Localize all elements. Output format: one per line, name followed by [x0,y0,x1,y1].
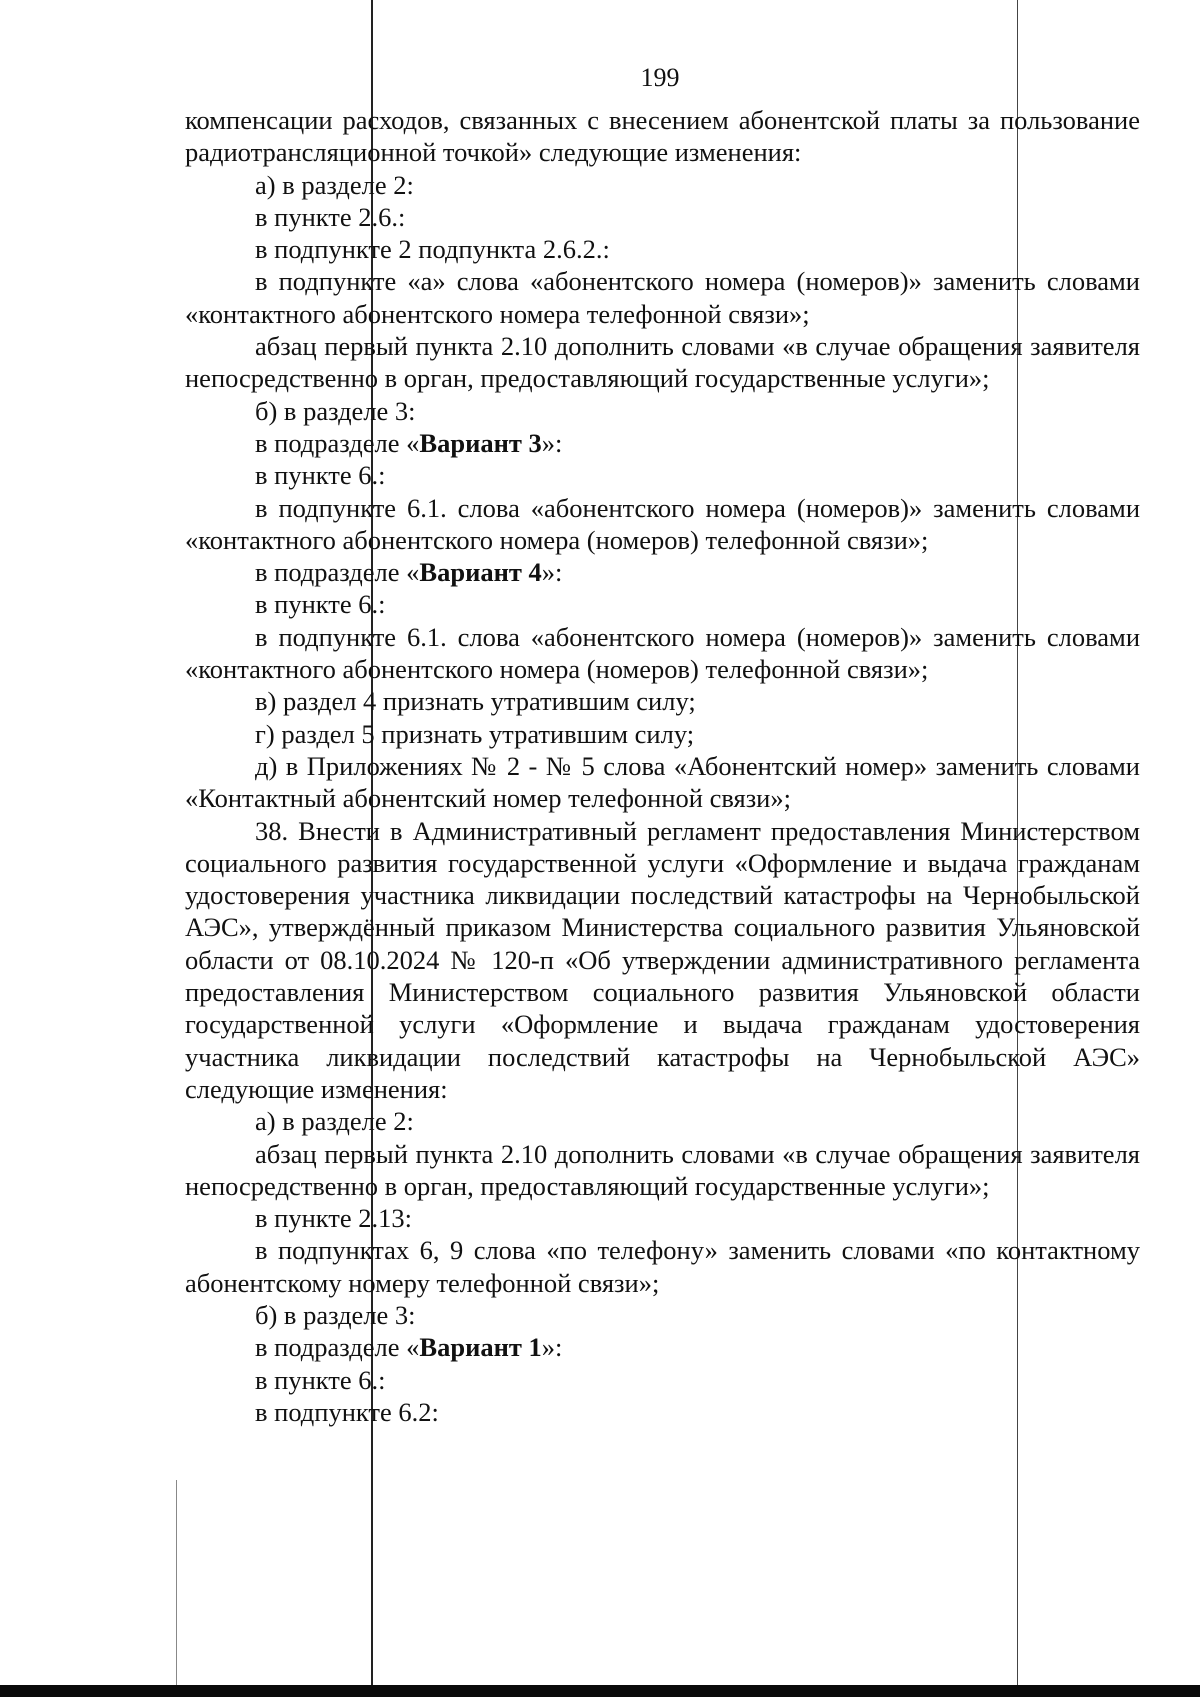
variant-label: Вариант 4 [419,557,542,588]
paragraph: б) в разделе 3: [255,395,416,426]
paragraph: в пункте 2.13: [255,1203,412,1234]
paragraph: б) в разделе 3: [255,1299,416,1330]
paragraph: в подпункте 6.2: [255,1396,439,1427]
paragraph: в подпунктах 6, 9 слова «по телефону» заменить словами «по контактному абонентскому номеру телефонной связи»; [185,1235,1140,1298]
paragraph: в подпункте 2 подпункта 2.6.2.: [255,234,610,265]
paragraph: в) раздел 4 признать утратившим силу; [255,686,696,717]
paragraph: абзац первый пункта 2.10 дополнить словами «в случае обращения заявителя непосредственно в орган, предоставляющий государственные услуги»; [185,1138,1140,1201]
paragraph: в подразделе «Вариант 1»: [255,1332,563,1363]
paragraph: г) раздел 5 признать утратившим силу; [255,718,695,749]
scan-artifact-line [176,1480,177,1685]
paragraph: компенсации расходов, связанных с внесением абонентской платы за пользование радиотрансляционной точкой» следующие изменения: [185,105,1140,168]
paragraph: а) в разделе 2: [255,1106,414,1137]
paragraph: в подпункте 6.1. слова «абонентского номера (номеров)» заменить словами «контактного абонентского номера (номеров) телефонной связи»; [185,621,1140,685]
paragraph: в подразделе «Вариант 4»: [255,557,563,588]
paragraph: в подпункте 6.1. слова «абонентского номера (номеров)» заменить словами «контактного абонентского номера (номеров) телефонной связи»; [185,492,1140,555]
paragraph: абзац первый пункта 2.10 дополнить словами «в случае обращения заявителя непосредственно в орган, предоставляющий государственные услуги»; [185,331,1140,394]
paragraph: в пункте 6.: [255,1364,386,1395]
scan-bottom-edge [0,1685,1200,1697]
paragraph: в пункте 2.6.: [255,201,406,232]
document-body [185,104,1140,1428]
variant-label: Вариант 1 [419,1332,542,1363]
paragraph: д) в Приложениях № 2 - № 5 слова «Абонентский номер» заменить словами «Контактный абонентский номер телефонной связи»; [185,750,1140,814]
paragraph: в пункте 6.: [255,589,386,620]
paragraph: в пункте 6.: [255,460,386,491]
variant-label: Вариант 3 [419,427,542,458]
paragraph: в подпункте «а» слова «абонентского номера (номеров)» заменить словами «контактного абонентского номера телефонной связи»; [185,266,1140,329]
page-number: 199 [640,63,680,92]
paragraph: 38. Внести в Административный регламент предоставления Министерством социального развития государственной услуги «Оформление и выдача гражданам удостоверения участника ликвидации последствий катастрофы на Чернобыльской АЭС», утверждённый приказом Министерства социального развития Ульяновской области от 08.10.2024 № 120-п «Об утверждении административного регламента предоставления Министерством социального развития Ульяновской области государственной услуги «Оформление и выдача гражданам удостоверения участника ликвидации последствий катастрофы на Чернобыльской АЭС» следующие изменения: [185,815,1140,1104]
paragraph: в подразделе «Вариант 3»: [255,427,563,458]
paragraph: а) в разделе 2: [255,169,414,200]
